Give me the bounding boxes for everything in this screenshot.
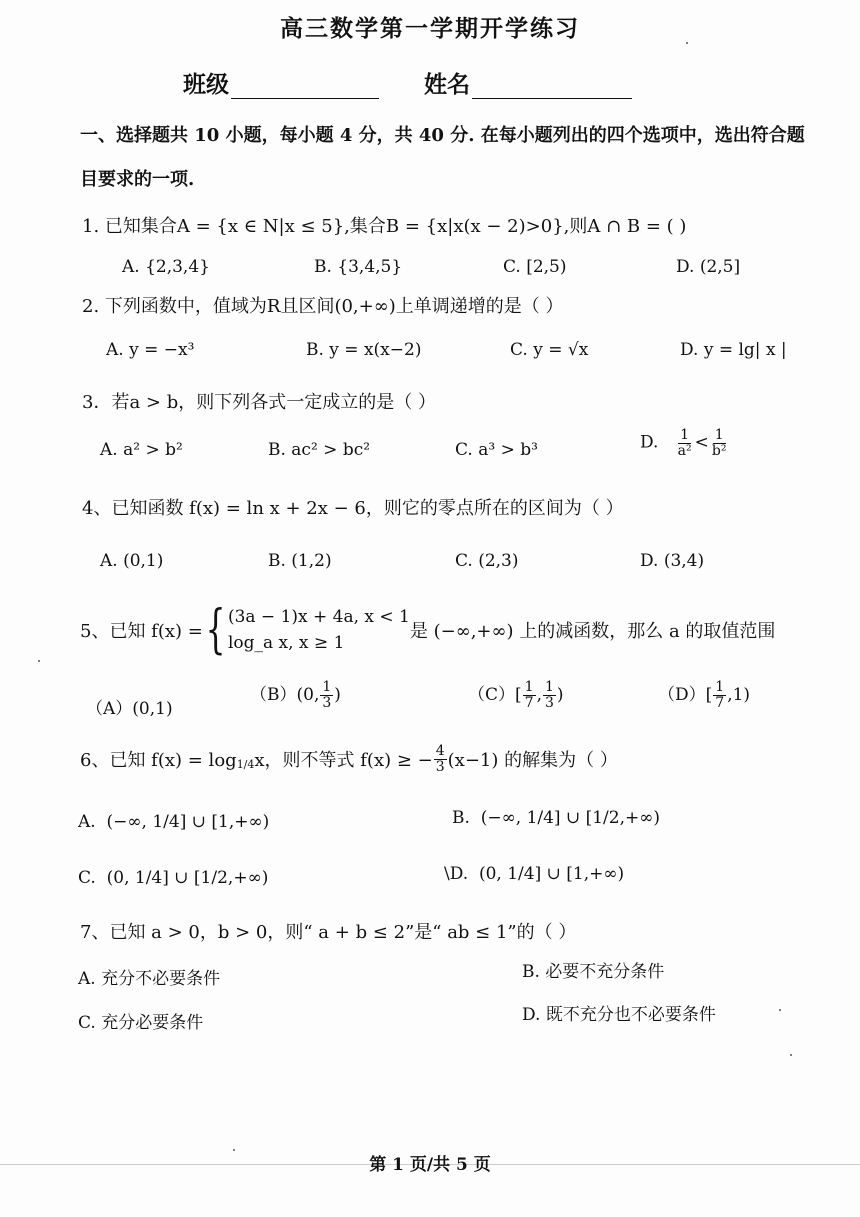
q2-option-b: B. y = x(x−2) — [306, 340, 422, 360]
scan-speck — [686, 42, 688, 44]
q5-prefix: 5、已知 f(x) = — [80, 621, 203, 642]
q7-option-c: C. 充分必要条件 — [78, 1013, 204, 1033]
q6-option-c: C. (0, 1/4] ∪ [1/2,+∞) — [78, 868, 269, 888]
section-heading: 一、选择题共 10 小题，每小题 4 分，共 40 分. 在每小题列出的四个选项中，选出符合题目要求的一项. — [80, 125, 805, 190]
q7-option-b: B. 必要不充分条件 — [522, 962, 665, 982]
q5-option-c: （C）[ $\frac{1}{7}$ , $\frac{1}{3}$ ) — [468, 679, 564, 711]
question-2: 2. 下列函数中，值域为R且区间(0,+∞)上单调递增的是（ ） — [82, 296, 564, 317]
q1-option-d: D. (2,5] — [676, 257, 741, 277]
q2-option-a: A. y = −x³ — [106, 340, 195, 360]
question-6: 6、已知 f(x) = log $_{1/4}$ x，则不等式 f(x) ≥ − $\frac{4}{3}$ (x−1) 的解集为（ ） — [80, 743, 618, 775]
q3-option-d: D. $\frac{1}{\text{a²}}$ < $\frac{1}{\text{b²}}$ — [640, 427, 727, 459]
q6-log-base: 1/4 — [236, 757, 255, 771]
class-field — [183, 66, 379, 99]
q6-option-d: \D. (0, 1/4] ∪ [1,+∞) — [444, 864, 625, 884]
q5-option-d: （D）[ $\frac{1}{7}$ ,1) — [658, 679, 751, 711]
name-field — [424, 66, 632, 99]
q2-option-c: C. y = √x — [510, 340, 589, 360]
q6-option-b: B. (−∞, 1/4] ∪ [1/2,+∞) — [452, 808, 661, 828]
q3-option-c: C. a³ > b³ — [455, 440, 538, 460]
q4-option-d: D. (3,4) — [640, 551, 705, 571]
q1-option-b: B. {3,4,5} — [314, 257, 403, 277]
q3-option-b: B. ac² > bc² — [268, 440, 371, 460]
name-blank — [472, 76, 632, 99]
scan-speck — [790, 1054, 792, 1056]
q3-d-label: D. — [640, 432, 659, 453]
q3-d-fraction-1: $\frac{1}{\text{a²}}$ — [677, 427, 692, 459]
q4-option-b: B. (1,2) — [268, 551, 332, 571]
q7-option-a: A. 充分不必要条件 — [78, 969, 221, 989]
q5-case-2: log_a x, x ≥ 1 — [227, 633, 345, 653]
scan-speck — [38, 660, 40, 662]
page-title: 高三数学第一学期开学练习 — [280, 15, 580, 42]
q4-option-c: C. (2,3) — [455, 551, 519, 571]
q5-option-a: （A）(0,1) — [86, 699, 173, 719]
q1-option-c: C. [2,5) — [503, 257, 567, 277]
q5-brace: { — [205, 600, 226, 660]
q2-option-d: D. y = lg| x | — [680, 340, 787, 360]
question-1: 1. 已知集合A = {x ∈ N|x ≤ 5},集合B = {x|x(x − 2)>0},则A ∩ B = ( ) — [82, 216, 687, 237]
question-7: 7、已知 a > 0，b > 0，则“ a + b ≤ 2”是“ ab ≤ 1”的（ ） — [80, 922, 577, 943]
q5-case-1: (3a − 1)x + 4a, x < 1 — [227, 607, 410, 627]
q7-option-d: D. 既不充分也不必要条件 — [522, 1005, 716, 1025]
scan-speck — [779, 1009, 781, 1011]
q6-option-a: A. (−∞, 1/4] ∪ [1,+∞) — [78, 812, 270, 832]
q1-option-a: A. {2,3,4} — [122, 257, 210, 277]
question-4: 4、已知函数 f(x) = ln x + 2x − 6，则它的零点所在的区间为（ ） — [82, 498, 624, 519]
q5-suffix: 是 (−∞,+∞) 上的减函数，那么 a 的取值范围 — [409, 621, 776, 642]
q3-d-fraction-2: $\frac{1}{\text{b²}}$ — [711, 427, 727, 459]
class-label: 班级 — [183, 71, 229, 98]
q5-cases — [228, 604, 410, 656]
scan-speck — [233, 1149, 235, 1151]
name-label: 姓名 — [424, 71, 470, 98]
q4-option-a: A. (0,1) — [100, 551, 164, 571]
question-3: 3．若a > b，则下列各式一定成立的是（ ） — [82, 392, 436, 413]
page-number: 第 1 页/共 5 页 — [369, 1155, 491, 1175]
q3-option-a: A. a² > b² — [100, 440, 183, 460]
q5-option-b: （B）(0, $\frac{1}{3}$ ) — [250, 679, 341, 711]
question-5 — [80, 600, 776, 660]
class-blank — [231, 76, 379, 99]
